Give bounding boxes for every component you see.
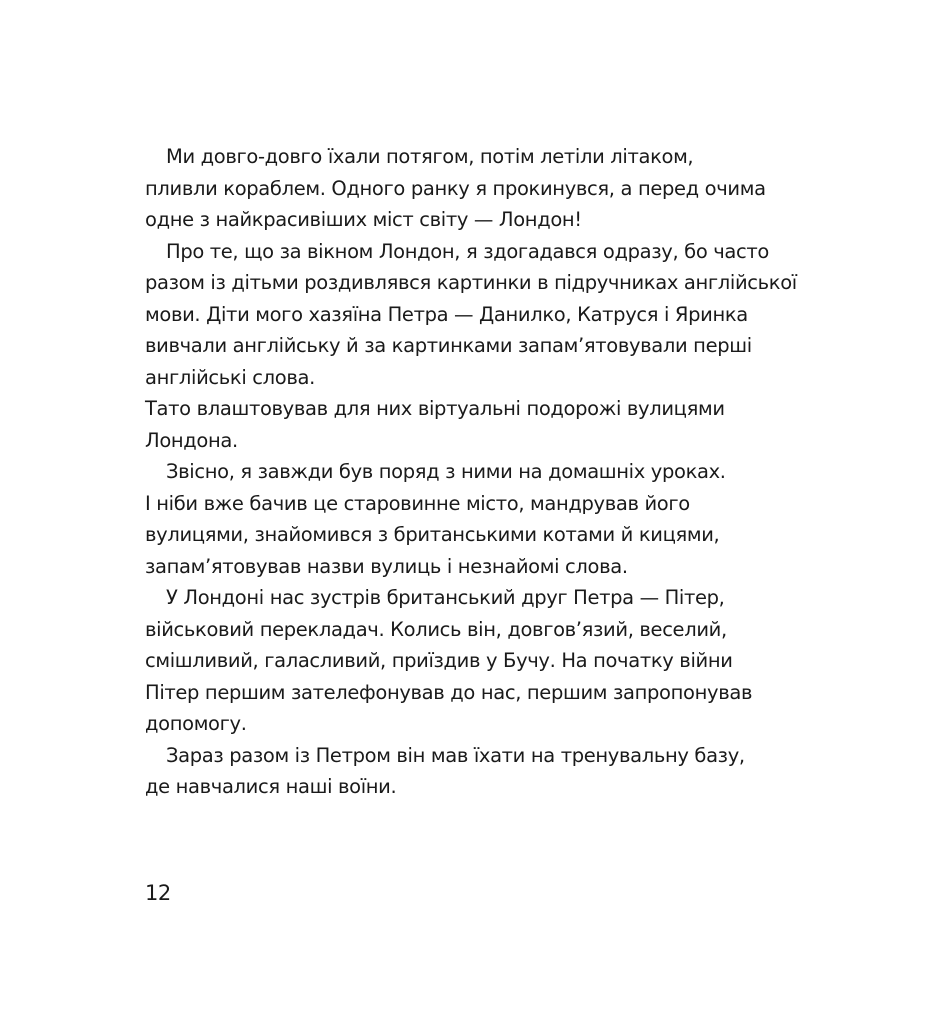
text-line: Ми довго-довго їхали потягом, потім летіли літаком, [166,145,694,168]
text-line: разом із дітьми роздивлявся картинки в підручниках англійської [145,271,797,294]
text-line: Тато влаштовував для них віртуальні подорожі вулицями [145,397,725,420]
text-line: допомогу. [145,712,247,735]
text-line: військовий перекладач. Колись він, довгов’язий, веселий, [145,617,727,641]
text-line: У Лондоні нас зустрів британський друг Петра — Пітер, [166,586,725,609]
text-line: вулицями, знайомився з британськими котами й кицями, [145,523,720,546]
text-line: Про те, що за вікном Лондон, я здогадався одразу, бо часто [166,239,769,263]
text-line: англійські слова. [145,365,315,389]
text-line: Звісно, я завжди був поряд з ними на домашніх уроках. [166,460,726,483]
text-line: одне з найкрасивіших міст світу — Лондон! [145,208,582,231]
page-number: 12 [145,881,171,905]
text-line: Лондона. [145,428,238,452]
text-line: Зараз разом із Петром він мав їхати на тренувальну базу, [166,743,745,767]
text-line: Пітер першим зателефонував до нас, першим запропонував [145,680,753,704]
text-line: смішливий, галасливий, приїздив у Бучу. На початку війни [145,649,733,672]
text-line: де навчалися наші воїни. [145,775,397,798]
text-line: мови. Діти мого хазяїна Петра — Данилко, Катруся і Яринка [145,302,748,326]
text-line: І ніби вже бачив це старовинне місто, мандрував його [145,491,690,515]
text-line: пливли кораблем. Одного ранку я прокинувся, а перед очима [145,176,766,200]
text-line: запам’ятовував назви вулиць і незнайомі слова. [145,554,628,578]
text-line: вивчали англійську й за картинками запам’ятовували перші [145,334,752,357]
body-text [145,141,805,803]
